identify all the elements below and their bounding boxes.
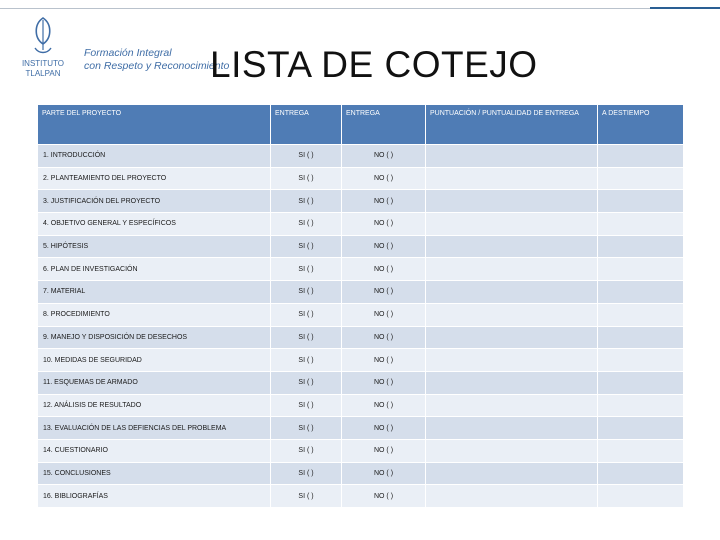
delivery-no-field[interactable]: NO ( ) bbox=[342, 167, 426, 190]
score-cell[interactable] bbox=[426, 190, 598, 213]
late-cell[interactable] bbox=[598, 303, 684, 326]
score-cell[interactable] bbox=[426, 371, 598, 394]
score-cell[interactable] bbox=[426, 326, 598, 349]
top-divider bbox=[0, 8, 720, 9]
row-item-label: 1. INTRODUCCIÓN bbox=[38, 145, 271, 168]
delivery-no-field[interactable]: NO ( ) bbox=[342, 439, 426, 462]
late-cell[interactable] bbox=[598, 439, 684, 462]
delivery-yes-field[interactable]: SI ( ) bbox=[271, 281, 342, 304]
late-cell[interactable] bbox=[598, 145, 684, 168]
table-row bbox=[38, 281, 684, 304]
delivery-no-field[interactable]: NO ( ) bbox=[342, 485, 426, 508]
late-cell[interactable] bbox=[598, 349, 684, 372]
table-row bbox=[38, 462, 684, 485]
table-row bbox=[38, 394, 684, 417]
score-cell[interactable] bbox=[426, 303, 598, 326]
institution-logo bbox=[14, 14, 230, 84]
row-item-label: 15. CONCLUSIONES bbox=[38, 462, 271, 485]
score-cell[interactable] bbox=[426, 349, 598, 372]
delivery-yes-field[interactable]: SI ( ) bbox=[271, 485, 342, 508]
table-row bbox=[38, 326, 684, 349]
row-item-label: 14. CUESTIONARIO bbox=[38, 439, 271, 462]
late-cell[interactable] bbox=[598, 281, 684, 304]
top-divider-accent bbox=[650, 7, 720, 9]
table-row bbox=[38, 190, 684, 213]
delivery-yes-field[interactable]: SI ( ) bbox=[271, 326, 342, 349]
score-cell[interactable] bbox=[426, 485, 598, 508]
table-row bbox=[38, 235, 684, 258]
row-item-label: 4. OBJETIVO GENERAL Y ESPECÍFICOS bbox=[38, 213, 271, 236]
delivery-yes-field[interactable]: SI ( ) bbox=[271, 439, 342, 462]
delivery-no-field[interactable]: NO ( ) bbox=[342, 462, 426, 485]
late-cell[interactable] bbox=[598, 394, 684, 417]
table-row bbox=[38, 167, 684, 190]
emblem-line-1: INSTITUTO bbox=[21, 59, 65, 68]
delivery-yes-field[interactable]: SI ( ) bbox=[271, 235, 342, 258]
score-cell[interactable] bbox=[426, 235, 598, 258]
score-cell[interactable] bbox=[426, 281, 598, 304]
table-header-row bbox=[38, 105, 684, 145]
table-row bbox=[38, 258, 684, 281]
late-cell[interactable] bbox=[598, 213, 684, 236]
row-item-label: 3. JUSTIFICACIÓN DEL PROYECTO bbox=[38, 190, 271, 213]
table-row bbox=[38, 349, 684, 372]
row-item-label: 7. MATERIAL bbox=[38, 281, 271, 304]
table-row bbox=[38, 439, 684, 462]
delivery-yes-field[interactable]: SI ( ) bbox=[271, 349, 342, 372]
score-cell[interactable] bbox=[426, 417, 598, 440]
delivery-yes-field[interactable]: SI ( ) bbox=[271, 145, 342, 168]
delivery-no-field[interactable]: NO ( ) bbox=[342, 349, 426, 372]
header-delivery-yes: ENTREGA bbox=[271, 105, 342, 145]
row-item-label: 12. ANÁLISIS DE RESULTADO bbox=[38, 394, 271, 417]
delivery-yes-field[interactable]: SI ( ) bbox=[271, 303, 342, 326]
delivery-no-field[interactable]: NO ( ) bbox=[342, 326, 426, 349]
row-item-label: 6. PLAN DE INVESTIGACIÓN bbox=[38, 258, 271, 281]
table-row bbox=[38, 371, 684, 394]
delivery-yes-field[interactable]: SI ( ) bbox=[271, 371, 342, 394]
late-cell[interactable] bbox=[598, 235, 684, 258]
score-cell[interactable] bbox=[426, 394, 598, 417]
row-item-label: 16. BIBLIOGRAFÍAS bbox=[38, 485, 271, 508]
row-item-label: 9. MANEJO Y DISPOSICIÓN DE DESECHOS bbox=[38, 326, 271, 349]
delivery-yes-field[interactable]: SI ( ) bbox=[271, 417, 342, 440]
delivery-no-field[interactable]: NO ( ) bbox=[342, 190, 426, 213]
delivery-no-field[interactable]: NO ( ) bbox=[342, 281, 426, 304]
delivery-no-field[interactable]: NO ( ) bbox=[342, 417, 426, 440]
score-cell[interactable] bbox=[426, 213, 598, 236]
late-cell[interactable] bbox=[598, 371, 684, 394]
late-cell[interactable] bbox=[598, 190, 684, 213]
delivery-yes-field[interactable]: SI ( ) bbox=[271, 213, 342, 236]
table-row bbox=[38, 145, 684, 168]
page-title: LISTA DE COTEJO bbox=[210, 44, 538, 85]
delivery-no-field[interactable]: NO ( ) bbox=[342, 258, 426, 281]
header-delivery-no: ENTREGA bbox=[342, 105, 426, 145]
score-cell[interactable] bbox=[426, 167, 598, 190]
late-cell[interactable] bbox=[598, 326, 684, 349]
table-body bbox=[38, 145, 684, 508]
logo-tagline-2: con Respeto y Reconocimiento bbox=[84, 60, 230, 72]
table-row bbox=[38, 303, 684, 326]
delivery-yes-field[interactable]: SI ( ) bbox=[271, 167, 342, 190]
late-cell[interactable] bbox=[598, 417, 684, 440]
score-cell[interactable] bbox=[426, 439, 598, 462]
delivery-no-field[interactable]: NO ( ) bbox=[342, 394, 426, 417]
header-part: PARTE DEL PROYECTO bbox=[38, 105, 271, 145]
late-cell[interactable] bbox=[598, 462, 684, 485]
score-cell[interactable] bbox=[426, 258, 598, 281]
row-item-label: 2. PLANTEAMIENTO DEL PROYECTO bbox=[38, 167, 271, 190]
instituto-tlalpan-emblem bbox=[20, 14, 66, 84]
late-cell[interactable] bbox=[598, 258, 684, 281]
delivery-yes-field[interactable]: SI ( ) bbox=[271, 394, 342, 417]
table-row bbox=[38, 485, 684, 508]
logo-tagline-1: Formación Integral bbox=[84, 47, 172, 59]
late-cell[interactable] bbox=[598, 485, 684, 508]
score-cell[interactable] bbox=[426, 462, 598, 485]
emblem-line-2: TLALPAN bbox=[25, 69, 61, 78]
delivery-no-field[interactable]: NO ( ) bbox=[342, 371, 426, 394]
table-row bbox=[38, 417, 684, 440]
delivery-no-field[interactable]: NO ( ) bbox=[342, 145, 426, 168]
header-score: PUNTUACIÓN / PUNTUALIDAD DE ENTREGA bbox=[426, 105, 598, 145]
score-cell[interactable] bbox=[426, 145, 598, 168]
header-late: A DESTIEMPO bbox=[598, 105, 684, 145]
checklist-table bbox=[37, 104, 684, 508]
row-item-label: 10. MEDIDAS DE SEGURIDAD bbox=[38, 349, 271, 372]
delivery-no-field[interactable]: NO ( ) bbox=[342, 213, 426, 236]
row-item-label: 5. HIPÓTESIS bbox=[38, 235, 271, 258]
delivery-yes-field[interactable]: SI ( ) bbox=[271, 190, 342, 213]
delivery-no-field[interactable]: NO ( ) bbox=[342, 303, 426, 326]
delivery-yes-field[interactable]: SI ( ) bbox=[271, 258, 342, 281]
delivery-yes-field[interactable]: SI ( ) bbox=[271, 462, 342, 485]
row-item-label: 13. EVALUACIÓN DE LAS DEFIENCIAS DEL PROBLEMA bbox=[38, 417, 271, 440]
delivery-no-field[interactable]: NO ( ) bbox=[342, 235, 426, 258]
row-item-label: 8. PROCEDIMIENTO bbox=[38, 303, 271, 326]
table-row bbox=[38, 213, 684, 236]
late-cell[interactable] bbox=[598, 167, 684, 190]
row-item-label: 11. ESQUEMAS DE ARMADO bbox=[38, 371, 271, 394]
